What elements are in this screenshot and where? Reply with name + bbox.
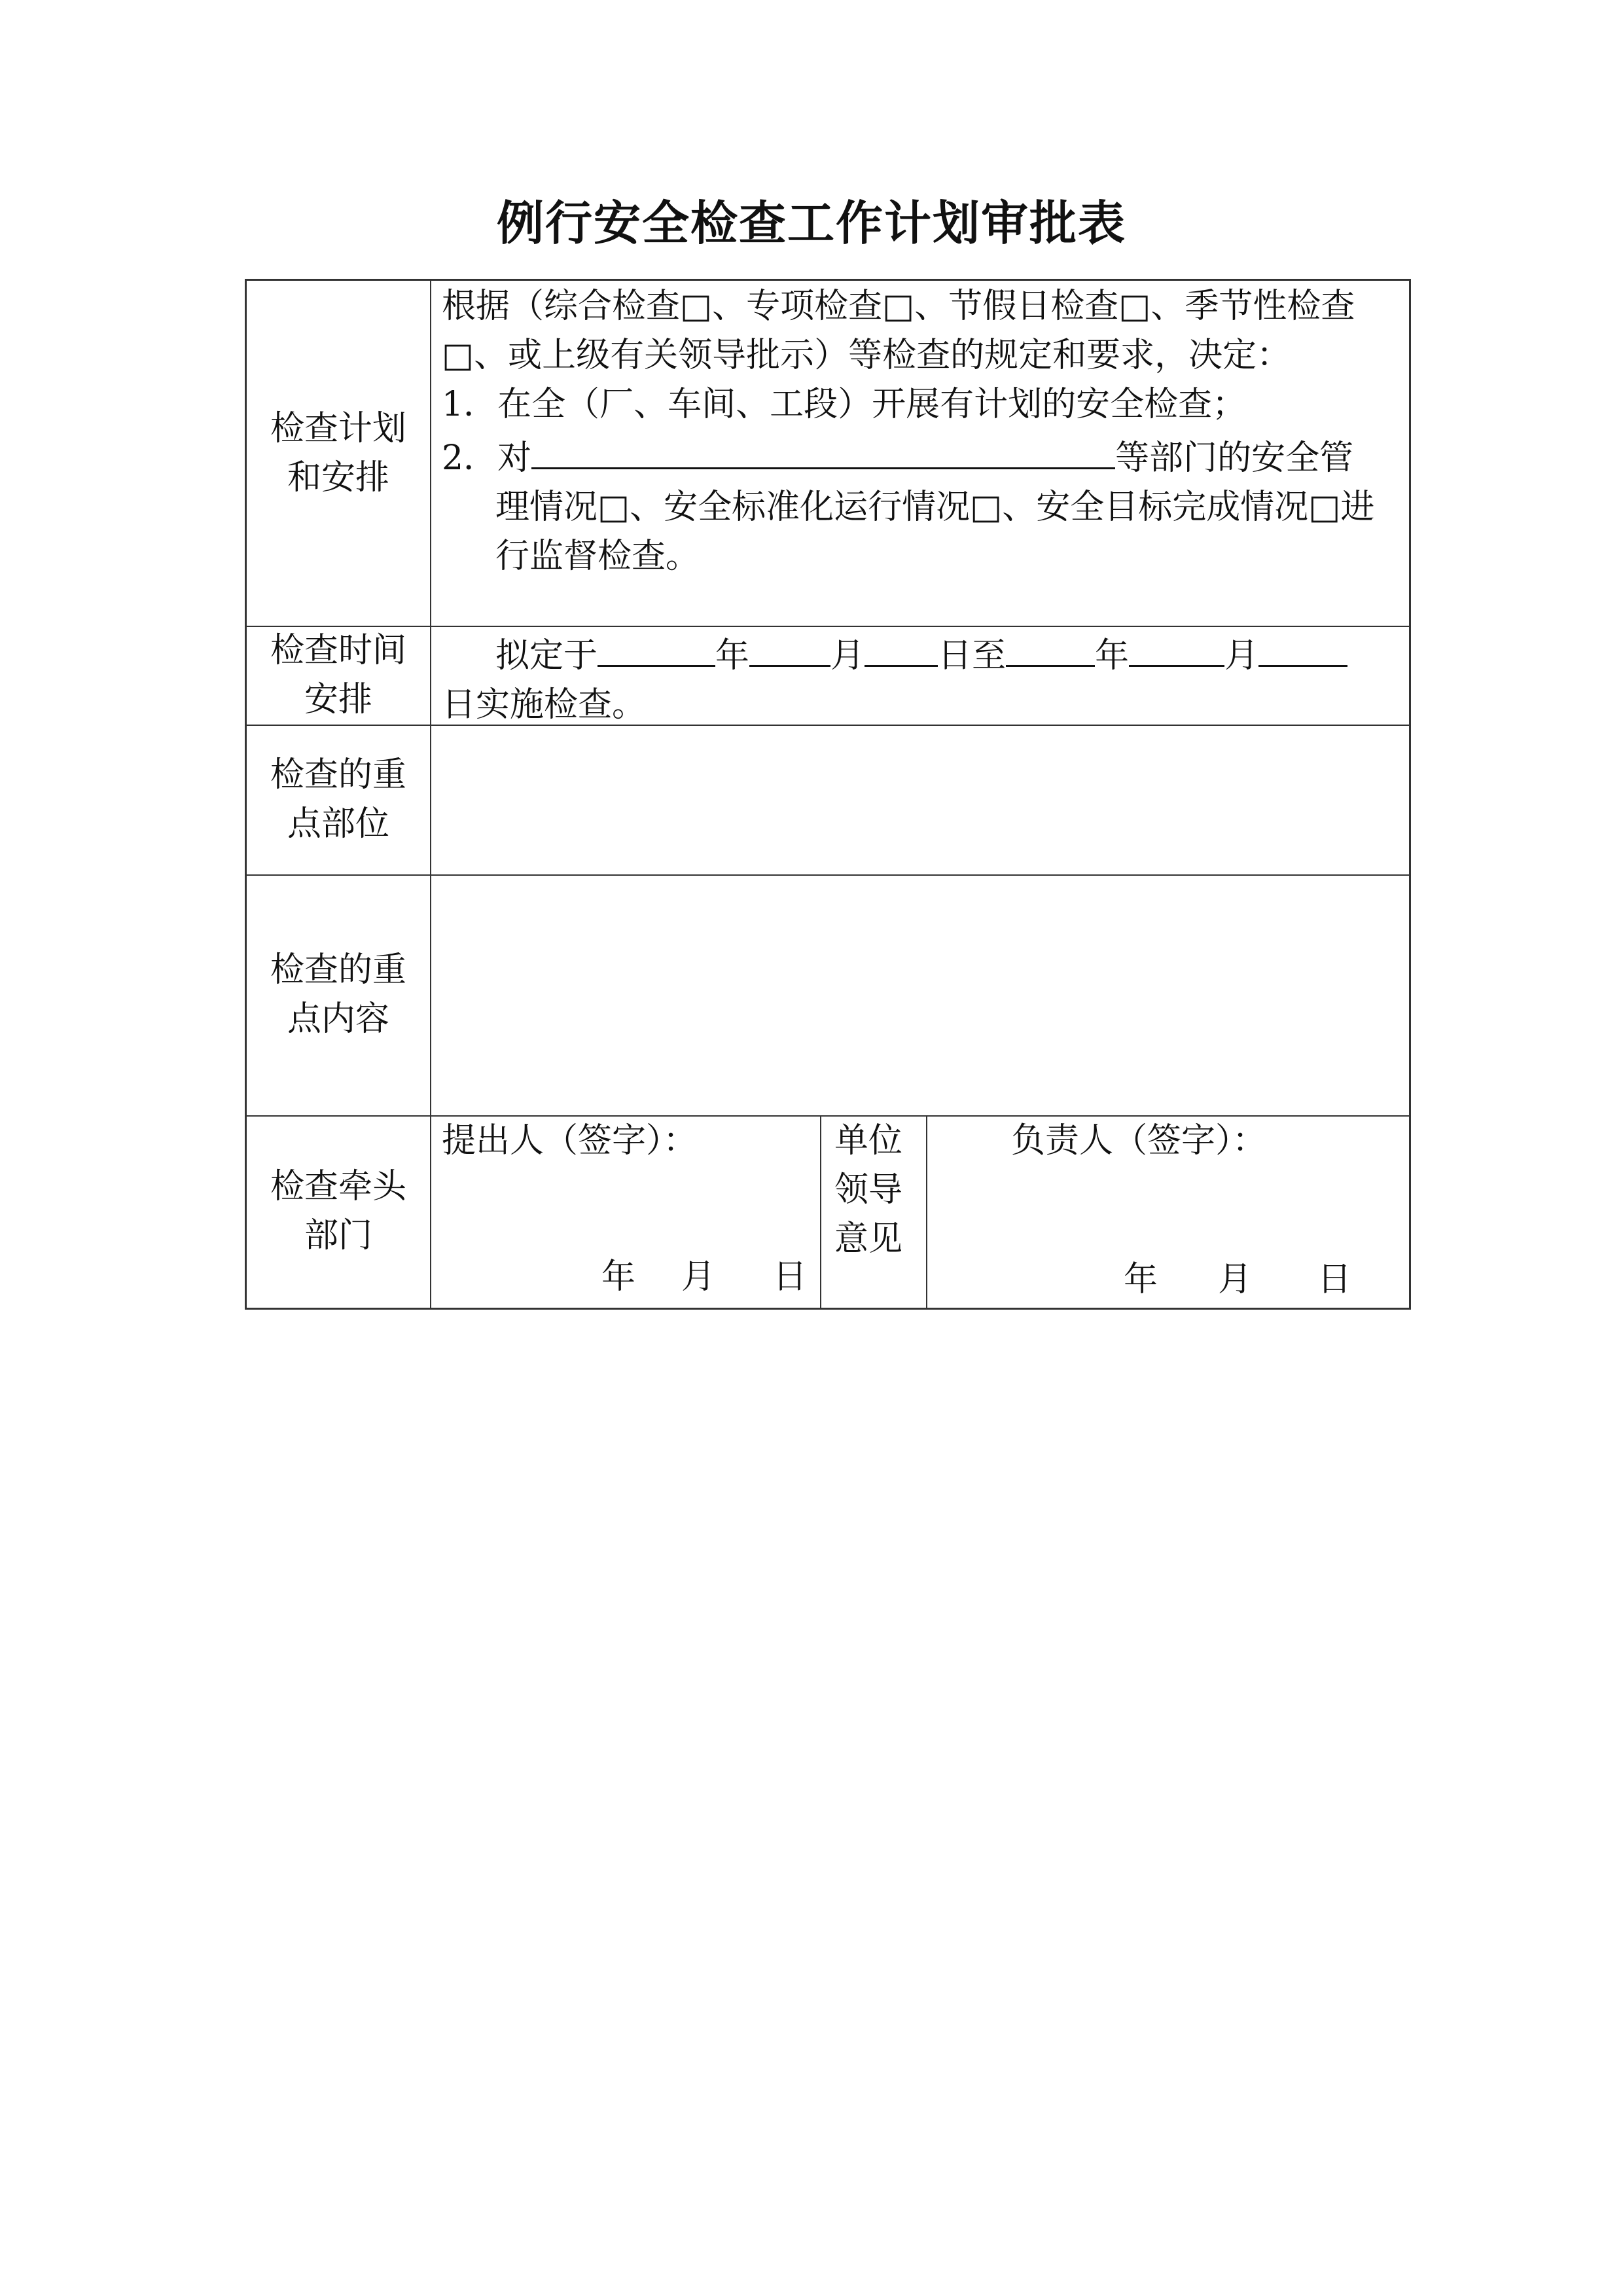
proposer-date-year: 年	[601, 1257, 636, 1297]
focus-content-label: 检查的重点内容	[270, 950, 406, 1039]
focus-part-input-area[interactable]	[431, 726, 1409, 874]
time-label-cell	[247, 626, 430, 725]
time-day-to-label: 日至	[938, 636, 1007, 675]
time-content-cell	[437, 627, 1399, 724]
time-label: 检查时间安排	[270, 630, 406, 719]
time-year-label: 年	[715, 636, 750, 675]
proposer-signature-label: 提出人（签字）：	[442, 1121, 698, 1160]
plan-content-cell	[437, 282, 1399, 622]
focus-content-label-cell	[247, 874, 430, 1115]
time-intro: 拟定于	[495, 636, 598, 675]
approval-form-table	[245, 279, 1411, 1310]
plan-paragraph: 根据（综合检查□、专项检查□、节假日检查□、季节性检查□、或上级有关领导批示）等检查的规定和要求，决定：	[442, 287, 1355, 375]
plan-item-1-number: 1．	[442, 385, 498, 424]
responsible-date-year: 年	[1124, 1260, 1158, 1299]
plan-label: 检查计划和安排	[270, 408, 406, 497]
focus-part-label: 检查的重点部位	[270, 755, 406, 844]
start-year-field[interactable]	[597, 627, 715, 667]
plan-item-2-number: 2．	[442, 439, 498, 478]
department-blank-field[interactable]	[531, 429, 1115, 469]
time-end-text: 日实施检查。	[442, 685, 647, 725]
time-month-label: 月	[830, 636, 865, 675]
responsible-date-day: 日	[1317, 1260, 1352, 1299]
plan-item-2	[442, 429, 1393, 483]
plan-item-2-suffix: 等部门的安全管	[1115, 439, 1354, 478]
end-month-field[interactable]	[1129, 627, 1224, 667]
responsible-date-month: 月	[1218, 1260, 1253, 1299]
proposer-cell[interactable]	[437, 1117, 816, 1306]
end-day-field[interactable]	[1258, 627, 1347, 667]
time-year2-label: 年	[1095, 636, 1130, 675]
lead-dept-label: 检查牵头部门	[270, 1167, 406, 1255]
responsible-signature-label: 负责人（签字）：	[1011, 1121, 1267, 1160]
focus-content-input-area[interactable]	[431, 876, 1409, 1115]
lead-dept-label-cell	[247, 1115, 430, 1308]
leader-opinion-label-cell	[821, 1117, 926, 1306]
plan-item-2-prefix: 对	[497, 439, 532, 478]
plan-item-2-continuation: 理情况□、安全标准化运行情况□、安全目标完成情况□进行监督检查。	[495, 488, 1375, 576]
time-month2-label: 月	[1224, 636, 1259, 675]
start-month-field[interactable]	[749, 627, 830, 667]
leader-opinion-label: 单位领导意见	[834, 1121, 903, 1259]
plan-item-1-text: 在全（厂、车间、工段）开展有计划的安全检查；	[497, 385, 1247, 424]
proposer-date-day: 日	[773, 1257, 808, 1297]
plan-label-cell	[247, 281, 430, 626]
plan-item-1	[442, 380, 1393, 429]
start-day-field[interactable]	[865, 627, 938, 667]
responsible-cell[interactable]	[927, 1117, 1409, 1306]
document-title: 例行安全检查工作计划审批表	[496, 195, 1126, 251]
time-line-1	[442, 627, 1393, 681]
proposer-date-month: 月	[681, 1257, 716, 1297]
focus-part-label-cell	[247, 725, 430, 874]
end-year-field[interactable]	[1006, 627, 1095, 667]
